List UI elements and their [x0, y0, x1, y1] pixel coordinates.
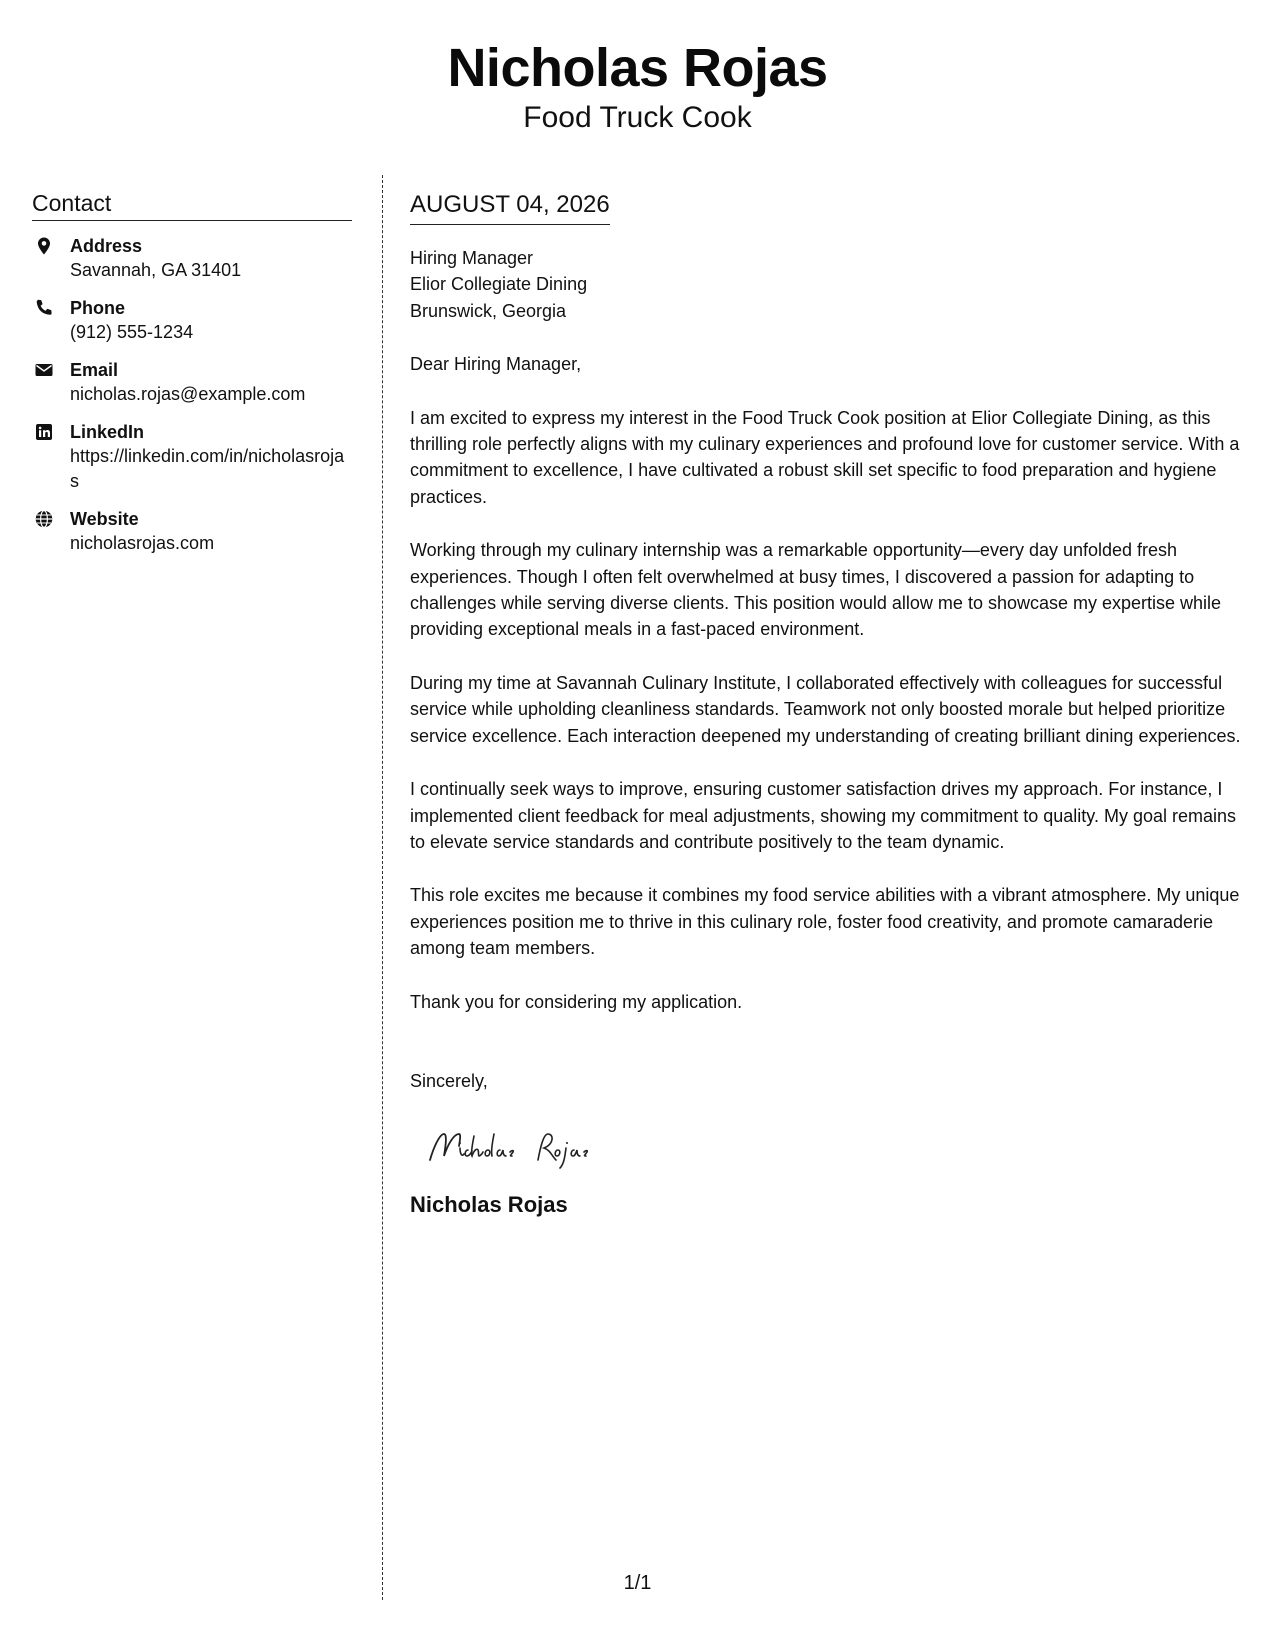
linkedin-icon	[34, 422, 54, 442]
contact-label: Address	[70, 236, 143, 256]
document-header	[0, 36, 1275, 136]
applicant-name: Nicholas Rojas	[447, 38, 828, 98]
envelope-icon	[34, 360, 54, 380]
map-pin-icon	[34, 236, 54, 256]
body-paragraph: I am excited to express my interest in the Food Truck Cook position at Elior Collegiate Dining, as this thrilling role perfectly aligns with my culinary experiences and profound love for customer service. With a commitment to excellence, I have cultivated a robust skill set specific to food preparation and hygiene practices.	[410, 407, 1240, 507]
recipient-block	[410, 245, 1255, 324]
body-paragraph: Working through my culinary internship was a remarkable opportunity—every day unfolded fresh experiences. Though I often felt overwhelmed at busy times, I discovered a passion for adapting to challenges while serving diverse clients. This position would allow me to showcase my expertise while providing exceptional meals in a fast-paced environment.	[410, 540, 1222, 640]
contact-address	[32, 234, 352, 283]
body-paragraph: Thank you for considering my application.	[410, 991, 743, 1012]
contact-value: https://linkedin.com/in/nicholasrojas	[70, 446, 345, 491]
letter-body	[410, 190, 1255, 1220]
closing: Sincerely,	[410, 1070, 488, 1091]
job-title: Food Truck Cook	[523, 101, 752, 134]
contact-value: Savannah, GA 31401	[70, 260, 242, 280]
globe-icon	[34, 509, 54, 529]
contact-label: Phone	[70, 298, 126, 318]
column-divider	[382, 175, 383, 1600]
phone-icon	[34, 298, 54, 318]
contact-phone	[32, 296, 352, 345]
salutation: Dear Hiring Manager,	[410, 354, 582, 375]
signer-name: Nicholas Rojas	[410, 1192, 568, 1218]
contact-heading: Contact	[32, 188, 352, 221]
signature-graphic	[424, 1120, 664, 1176]
recipient-company: Elior Collegiate Dining	[410, 274, 588, 295]
body-paragraph: This role excites me because it combines my food service abilities with a vibrant atmosphere. My unique experiences position me to thrive in this culinary role, foster food creativity, and promote camaraderie among team members.	[410, 885, 1240, 959]
contact-value: nicholas.rojas@example.com	[70, 384, 306, 404]
body-paragraph: During my time at Savannah Culinary Institute, I collaborated effectively with colleagues for successful service while upholding cleanliness standards. Teamwork not only boosted morale but helped prioritize service excellence. Each interaction deepened my understanding of creating brilliant dining experiences.	[410, 672, 1241, 746]
contact-label: Email	[70, 360, 119, 380]
contact-label: Website	[70, 509, 139, 529]
contact-sidebar	[32, 188, 352, 556]
recipient-location: Brunswick, Georgia	[410, 300, 567, 321]
letter-date: AUGUST 04, 2026	[410, 190, 610, 225]
contact-email	[32, 358, 352, 407]
body-paragraph: I continually seek ways to improve, ensuring customer satisfaction drives my approach. For instance, I implemented client feedback for meal adjustments, showing my commitment to quality. My goal remains to elevate service standards and contribute positively to the team dynamic.	[410, 779, 1237, 852]
recipient-title: Hiring Manager	[410, 248, 534, 268]
contact-website	[32, 507, 352, 556]
contact-value: (912) 555-1234	[70, 322, 194, 342]
page-number: 1/1	[623, 1572, 652, 1594]
contact-label: LinkedIn	[70, 422, 145, 442]
contact-linkedin	[32, 420, 352, 494]
handwritten-signature	[424, 1120, 1255, 1176]
contact-value: nicholasrojas.com	[70, 533, 215, 553]
